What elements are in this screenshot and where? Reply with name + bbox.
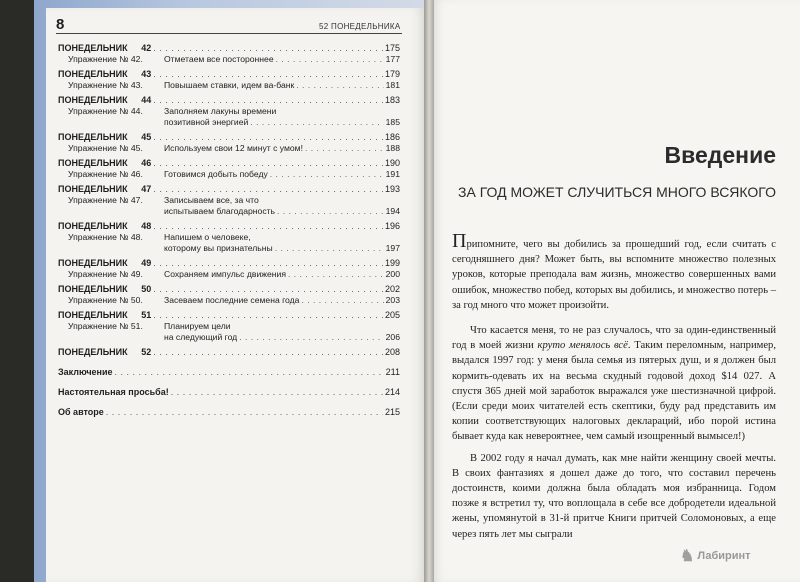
toc-chapter-label: ПОНЕДЕЛЬНИК bbox=[58, 95, 128, 105]
toc-section-label: Настоятельная просьба! bbox=[58, 387, 169, 397]
toc-chapter-number: 45 bbox=[141, 132, 152, 142]
toc-chapter-number: 50 bbox=[141, 284, 152, 294]
toc-exercise-title-continued: позитивной энергией bbox=[164, 117, 249, 127]
toc-exercise-title: Повышаем ставки, идем ва-банк bbox=[164, 80, 295, 90]
toc-exercise-number: Упражнение № 48. bbox=[68, 232, 143, 242]
toc-page-number: 206 bbox=[385, 332, 400, 342]
toc-exercise-title: Используем свои 12 минут с умом! bbox=[164, 143, 303, 153]
toc-exercise-row bbox=[58, 232, 400, 243]
chapter-body bbox=[452, 230, 776, 542]
leader-dots bbox=[270, 169, 384, 180]
toc-exercise-row bbox=[58, 106, 400, 117]
toc-chapter-row bbox=[58, 43, 400, 54]
toc-page-number: 183 bbox=[384, 95, 400, 105]
labyrinth-logo-icon: ♞ bbox=[680, 548, 695, 565]
toc-exercise-title-continued: которому вы признательны bbox=[164, 243, 273, 253]
paragraph-2: Что касается меня, то не раз случалось, что за один-единственный год в моей жизни круто менялось всё. Таким переломным, например, выдался 1997 год: у меня была семья из пятерых душ, и я должен был кормить-одевать их на весьма скудный годовой доход $14 027. А спустя 365 дней мой заработок выражался уже шестизначной цифрой. (Если среди моих читателей есть скептики, буду рад представить им копии соответствующих налоговых деклараций, ибо порой истина бывает куда как невероятнее, чем самый изощренный вымысел!) bbox=[452, 325, 776, 443]
toc-chapter-number: 52 bbox=[141, 347, 152, 357]
toc-exercise-row bbox=[58, 269, 400, 280]
leader-dots bbox=[296, 80, 383, 91]
toc-chapter-row bbox=[58, 284, 400, 295]
toc-chapter-label: ПОНЕДЕЛЬНИК bbox=[58, 43, 128, 53]
toc-page-number: 202 bbox=[384, 284, 400, 294]
toc-chapter-label: ПОНЕДЕЛЬНИК bbox=[58, 347, 128, 357]
toc-exercise-number: Упражнение № 44. bbox=[68, 106, 143, 116]
toc-chapter-row bbox=[58, 258, 400, 269]
toc-exercise-title-continued: на следующий год bbox=[164, 332, 238, 342]
leader-dots bbox=[301, 295, 383, 306]
header-rule bbox=[56, 33, 402, 34]
toc-exercise-row bbox=[58, 143, 400, 154]
toc-exercise-number: Упражнение № 42. bbox=[68, 54, 143, 64]
leader-dots bbox=[153, 184, 383, 195]
leader-dots bbox=[277, 206, 384, 217]
leader-dots bbox=[305, 143, 384, 154]
toc-exercise-title: Готовимся добыть победу bbox=[164, 169, 268, 179]
toc-exercise-row-continued bbox=[58, 117, 400, 128]
leader-dots bbox=[276, 54, 384, 65]
leader-dots bbox=[250, 117, 383, 128]
toc-page-number: 199 bbox=[384, 258, 400, 268]
leader-dots bbox=[153, 284, 383, 295]
toc-page-number: 190 bbox=[384, 158, 400, 168]
toc-section-row bbox=[58, 407, 400, 418]
toc-exercise-title-continued: испытываем благодарность bbox=[164, 206, 276, 216]
paragraph-3: В 2002 году я начал думать, как мне найти женщину своей мечты. В своих фантазиях я дошел даже до того, что составил перечень достоинств, коими должна была обладать моя избранница. Годом позже я встретил ту, что воплощала в себе все добродетели идеальной жены, упомянутой в 31-й притче Книги притчей Соломоновых, а еще через пять лет мы сыграли bbox=[452, 452, 776, 540]
toc-chapter-row bbox=[58, 132, 400, 143]
toc-section-label: Об авторе bbox=[58, 407, 104, 417]
leader-dots bbox=[153, 69, 383, 80]
toc-page-number: 200 bbox=[385, 269, 400, 279]
leader-dots bbox=[288, 269, 384, 280]
toc-chapter-label: ПОНЕДЕЛЬНИК bbox=[58, 258, 128, 268]
toc-exercise-row bbox=[58, 321, 400, 332]
toc-page-number: 215 bbox=[384, 407, 400, 417]
toc-exercise-title: Записываем все, за что bbox=[164, 195, 259, 205]
toc-exercise-row-continued bbox=[58, 332, 400, 343]
toc-exercise-row bbox=[58, 169, 400, 180]
toc-chapter-number: 44 bbox=[141, 95, 152, 105]
toc-chapter-label: ПОНЕДЕЛЬНИК bbox=[58, 132, 128, 142]
leader-dots bbox=[275, 243, 384, 254]
toc-page-number: 181 bbox=[385, 80, 400, 90]
toc-chapter-number: 43 bbox=[141, 69, 152, 79]
leader-dots bbox=[153, 132, 383, 143]
toc-page-number: 188 bbox=[385, 143, 400, 153]
toc-exercise-row bbox=[58, 295, 400, 306]
book-gutter bbox=[424, 0, 434, 582]
toc-chapter-label: ПОНЕДЕЛЬНИК bbox=[58, 69, 128, 79]
toc-chapter-label: ПОНЕДЕЛЬНИК bbox=[58, 284, 128, 294]
toc-page-number: 191 bbox=[385, 169, 400, 179]
toc-exercise-title: Отметаем все постороннее bbox=[164, 54, 274, 64]
toc-page-number: 186 bbox=[384, 132, 400, 142]
toc-chapter-number: 49 bbox=[141, 258, 152, 268]
toc-chapter-row bbox=[58, 310, 400, 321]
toc-chapter-number: 42 bbox=[141, 43, 152, 53]
toc-section-row bbox=[58, 387, 400, 398]
toc-page-number: 197 bbox=[385, 243, 400, 253]
toc-exercise-number: Упражнение № 50. bbox=[68, 295, 143, 305]
chapter-subtitle: ЗА ГОД МОЖЕТ СЛУЧИТЬСЯ МНОГО ВСЯКОГО bbox=[458, 184, 776, 200]
leader-dots bbox=[153, 310, 383, 321]
toc-chapter-row bbox=[58, 69, 400, 80]
toc-chapter-row bbox=[58, 184, 400, 195]
leader-dots bbox=[153, 221, 383, 232]
toc-chapter-label: ПОНЕДЕЛЬНИК bbox=[58, 158, 128, 168]
toc-page-number: 196 bbox=[384, 221, 400, 231]
toc-chapter-row bbox=[58, 221, 400, 232]
toc-page-number: 211 bbox=[385, 367, 400, 377]
toc-exercise-title: Заполняем лакуны времени bbox=[164, 106, 277, 116]
toc-exercise-number: Упражнение № 51. bbox=[68, 321, 143, 331]
toc-page-number: 193 bbox=[384, 184, 400, 194]
paragraph-1: Припомните, чего вы добились за прошедший год, если считать с сегодняшнего дня? Может быть, вы вспомните множество полезных уроков, которые преподала вам жизнь, множество совершенных вами ошибок, множество побед, которых вы добились, и множество потерь – за год много что может произойти. bbox=[452, 230, 776, 311]
toc-chapter-number: 51 bbox=[141, 310, 152, 320]
running-header: 52 ПОНЕДЕЛЬНИКА bbox=[319, 22, 401, 31]
toc-exercise-row bbox=[58, 54, 400, 65]
toc-page-number: 175 bbox=[384, 43, 400, 53]
leader-dots bbox=[153, 347, 383, 358]
toc-chapter-number: 47 bbox=[141, 184, 152, 194]
toc-chapter-row bbox=[58, 158, 400, 169]
toc-exercise-number: Упражнение № 46. bbox=[68, 169, 143, 179]
toc-exercise-number: Упражнение № 43. bbox=[68, 80, 143, 90]
toc-section-label: Заключение bbox=[58, 367, 113, 377]
toc-chapter-label: ПОНЕДЕЛЬНИК bbox=[58, 310, 128, 320]
toc-exercise-title: Засеваем последние семена года bbox=[164, 295, 300, 305]
toc-chapter-label: ПОНЕДЕЛЬНИК bbox=[58, 221, 128, 231]
toc-page-number: 194 bbox=[385, 206, 400, 216]
drop-cap: П bbox=[452, 230, 467, 252]
watermark-logo: ♞ Лабиринт bbox=[680, 548, 751, 565]
toc-exercise-title: Напишем о человеке, bbox=[164, 232, 251, 242]
toc-page-number: 214 bbox=[384, 387, 400, 397]
leader-dots bbox=[153, 158, 383, 169]
toc-exercise-number: Упражнение № 45. bbox=[68, 143, 143, 153]
toc-chapter-number: 48 bbox=[141, 221, 152, 231]
toc-page-number: 203 bbox=[385, 295, 400, 305]
leader-dots bbox=[106, 407, 383, 418]
toc-exercise-row-continued bbox=[58, 243, 400, 254]
toc-section-row bbox=[58, 367, 400, 378]
leader-dots bbox=[153, 95, 383, 106]
toc-exercise-number: Упражнение № 49. bbox=[68, 269, 143, 279]
toc-chapter-row bbox=[58, 95, 400, 106]
leader-dots bbox=[239, 332, 383, 343]
toc-exercise-row bbox=[58, 80, 400, 91]
toc-chapter-number: 46 bbox=[141, 158, 152, 168]
leader-dots bbox=[153, 43, 383, 54]
toc-exercise-row bbox=[58, 195, 400, 206]
toc-page-number: 177 bbox=[385, 54, 400, 64]
table-of-contents bbox=[58, 43, 400, 418]
toc-page-number: 179 bbox=[384, 69, 400, 79]
toc-page-number: 205 bbox=[384, 310, 400, 320]
toc-chapter-label: ПОНЕДЕЛЬНИК bbox=[58, 184, 128, 194]
toc-exercise-number: Упражнение № 47. bbox=[68, 195, 143, 205]
leader-dots bbox=[115, 367, 384, 378]
toc-exercise-row-continued bbox=[58, 206, 400, 217]
leader-dots bbox=[153, 258, 383, 269]
toc-exercise-title: Планируем цели bbox=[164, 321, 231, 331]
toc-page-number: 208 bbox=[384, 347, 400, 357]
leader-dots bbox=[171, 387, 383, 398]
page-number: 8 bbox=[56, 16, 65, 33]
toc-exercise-title: Сохраняем импульс движения bbox=[164, 269, 286, 279]
chapter-title: Введение bbox=[664, 142, 776, 168]
toc-page-number: 185 bbox=[385, 117, 400, 127]
toc-chapter-row bbox=[58, 347, 400, 358]
